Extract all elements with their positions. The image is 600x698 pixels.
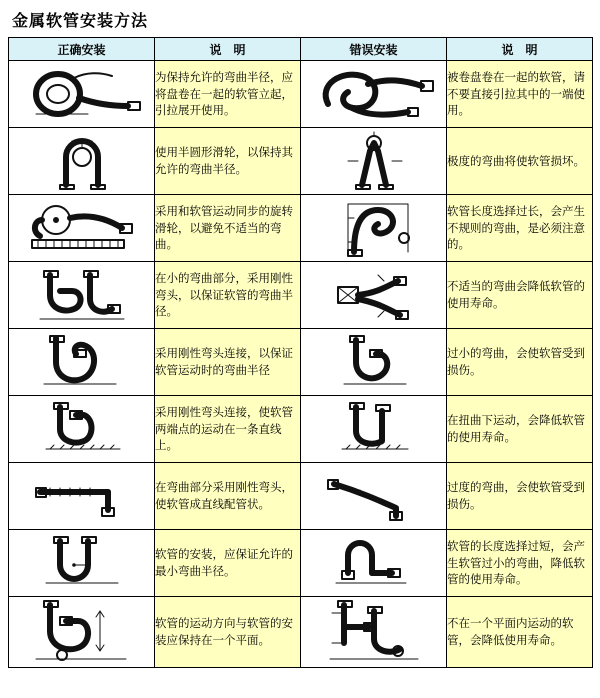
hose-coil-pulled-straight-icon <box>308 64 440 124</box>
desc-wrong: 不在一个平面内运动的软管，会降低使用寿命。 <box>447 597 593 668</box>
desc-correct: 采用和软管运动同步的旋转滑轮，以避免不适当的弯曲。 <box>155 195 301 262</box>
figure-motion-in-one-plane <box>9 597 155 668</box>
figure-semicircular-sheave <box>9 128 155 195</box>
table-row <box>9 329 593 396</box>
rigid-elbow-straight-piping-icon <box>16 466 148 526</box>
figure-twisting-motion <box>301 396 447 463</box>
rigid-bend-small-radius-icon <box>16 265 148 325</box>
table-row <box>9 396 593 463</box>
figure-excessive-bend <box>301 463 447 530</box>
rigid-elbow-straight-line-motion-icon <box>16 399 148 459</box>
table-header-row <box>9 38 593 61</box>
overlong-hose-irregular-bend-icon <box>308 198 440 258</box>
hose-too-short-small-bend-icon <box>308 533 440 593</box>
header-correct-install: 正确安装 <box>9 38 155 61</box>
header-wrong-install: 错误安装 <box>301 38 447 61</box>
figure-sharp-bend-pulley <box>301 128 447 195</box>
desc-correct: 在小的弯曲部分，采用刚性弯头，以保证软管的弯曲半径。 <box>155 262 301 329</box>
header-wrong-desc: 说 明 <box>447 38 593 61</box>
rigid-elbow-connection-icon <box>16 332 148 392</box>
desc-wrong: 过小的弯曲，会使软管受到损伤。 <box>447 329 593 396</box>
semicircular-sheave-icon <box>16 131 148 191</box>
table-row <box>9 530 593 597</box>
excessive-bend-damage-icon <box>308 466 440 526</box>
desc-correct: 软管的安装，应保证允许的最小弯曲半径。 <box>155 530 301 597</box>
figure-rigid-elbow-straight-line <box>9 396 155 463</box>
table-row <box>9 128 593 195</box>
table-row <box>9 195 593 262</box>
figure-overlong-hose <box>301 195 447 262</box>
motion-out-of-plane-icon <box>308 597 440 667</box>
motion-in-one-plane-icon <box>16 597 148 667</box>
desc-wrong: 过度的弯曲，会使软管受到损伤。 <box>447 463 593 530</box>
figure-hose-coil-pulled <box>301 61 447 128</box>
page-title: 金属软管安装方法 <box>12 11 149 30</box>
desc-correct: 采用刚性弯头连接，以保证软管运动时的弯曲半径 <box>155 329 301 396</box>
desc-correct: 软管的运动方向与软管的安装应保持在一个平面。 <box>155 597 301 668</box>
hose-coil-standing-icon <box>16 64 148 124</box>
table-row <box>9 61 593 128</box>
desc-wrong: 极度的弯曲将使软管损坏。 <box>447 128 593 195</box>
figure-rigid-elbow-straight-piping <box>9 463 155 530</box>
sharp-bend-over-pulley-icon <box>308 131 440 191</box>
installation-methods-table <box>8 37 593 668</box>
figure-improper-bend <box>301 262 447 329</box>
desc-wrong: 不适当的弯曲会降低软管的使用寿命。 <box>447 262 593 329</box>
too-small-bend-damage-icon <box>308 332 440 392</box>
twisting-motion-icon <box>308 399 440 459</box>
desc-correct: 采用刚性弯头连接，使软管两端点的运动在一条直线上。 <box>155 396 301 463</box>
figure-minimum-bend-radius <box>9 530 155 597</box>
table-row <box>9 597 593 668</box>
rotating-sheave-with-chain-icon <box>16 198 148 258</box>
minimum-bend-radius-install-icon <box>16 533 148 593</box>
improper-bend-shortens-life-icon <box>308 265 440 325</box>
figure-rotating-sheave-chain <box>9 195 155 262</box>
figure-motion-out-of-plane <box>301 597 447 668</box>
figure-rigid-elbow-connection <box>9 329 155 396</box>
desc-correct: 使用半圆形滑轮，以保持其允许的弯曲半径。 <box>155 128 301 195</box>
desc-wrong: 软管长度选择过长，会产生不规则的弯曲，是必须注意的。 <box>447 195 593 262</box>
desc-wrong: 在扭曲下运动，会降低软管的使用寿命。 <box>447 396 593 463</box>
desc-wrong: 被卷盘卷在一起的软管，请不要直接引拉其中的一端使用。 <box>447 61 593 128</box>
table-row <box>9 262 593 329</box>
figure-hose-coil-standing <box>9 61 155 128</box>
table-row <box>9 463 593 530</box>
desc-wrong: 软管的长度选择过短，会产生软管过小的弯曲，降低软管的使用寿命。 <box>447 530 593 597</box>
header-correct-desc: 说 明 <box>155 38 301 61</box>
figure-rigid-bend-small-radius <box>9 262 155 329</box>
figure-too-small-bend <box>301 329 447 396</box>
figure-hose-too-short <box>301 530 447 597</box>
desc-correct: 为保持允许的弯曲半径，应将盘卷在一起的软管立起，引拉展开使用。 <box>155 61 301 128</box>
desc-correct: 在弯曲部分采用刚性弯头，使软管成直线配管状。 <box>155 463 301 530</box>
